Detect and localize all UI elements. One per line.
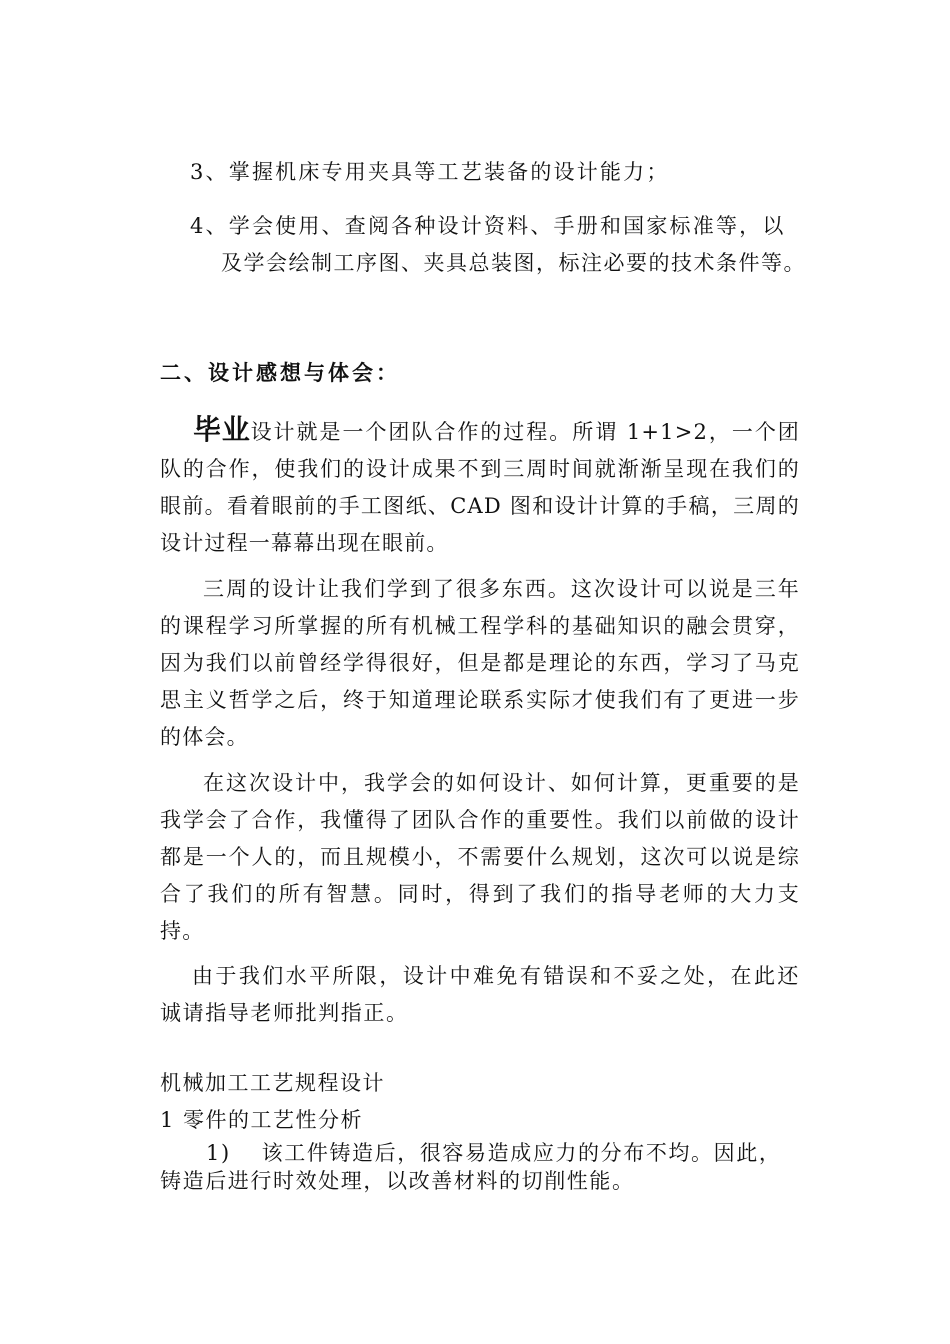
paragraph-4: 由于我们水平所限，设计中难免有错误和不妥之处，在此还诚请指导老师批判指正。: [160, 964, 800, 1025]
process-title: 机械加工工艺规程设计: [160, 1071, 385, 1095]
process-subtitle: 1 零件的工艺性分析: [160, 1108, 364, 1132]
goal-item-4-line-1: 4、学会使用、查阅各种设计资料、手册和国家标准等，以: [190, 214, 786, 238]
paragraph-1-lead: 毕业: [193, 413, 251, 446]
process-item-1-line-2: 铸造后进行时效处理，以改善材料的切削性能。: [160, 1169, 635, 1193]
process-item-1-line-1: 1) 该工件铸造后，很容易造成应力的分布不均。因此，: [206, 1141, 782, 1165]
paragraph-1-text: 设计就是一个团队合作的过程。所谓 1+1>2，一个团队的合作，使我们的设计成果不到三周时间就渐渐呈现在我们的眼前。看着眼前的手工图纸、CAD 图和设计计算的手稿，三周的设计过程一幕幕出现在眼前。: [160, 420, 800, 555]
paragraph-1: [160, 411, 800, 562]
paragraph-2: 三周的设计让我们学到了很多东西。这次设计可以说是三年的课程学习所掌握的所有机械工程学科的基础知识的融会贯穿，因为我们以前曾经学得很好，但是都是理论的东西，学习了马克思主义哲学之后，终于知道理论联系实际才使我们有了更进一步的体会。: [160, 577, 800, 749]
goal-item-3: 3、掌握机床专用夹具等工艺装备的设计能力；: [190, 160, 670, 184]
paragraph-3: 在这次设计中，我学会的如何设计、如何计算，更重要的是我学会了合作，我懂得了团队合作的重要性。我们以前做的设计都是一个人的，而且规模小，不需要什么规划，这次可以说是综合了我们的所有智慧。同时，得到了我们的指导老师的大力支持。: [160, 771, 800, 943]
section-heading: 二、设计感想与体会：: [160, 361, 400, 385]
goal-item-4-line-2: 及学会绘制工序图、夹具总装图，标注必要的技术条件等。: [221, 251, 806, 275]
